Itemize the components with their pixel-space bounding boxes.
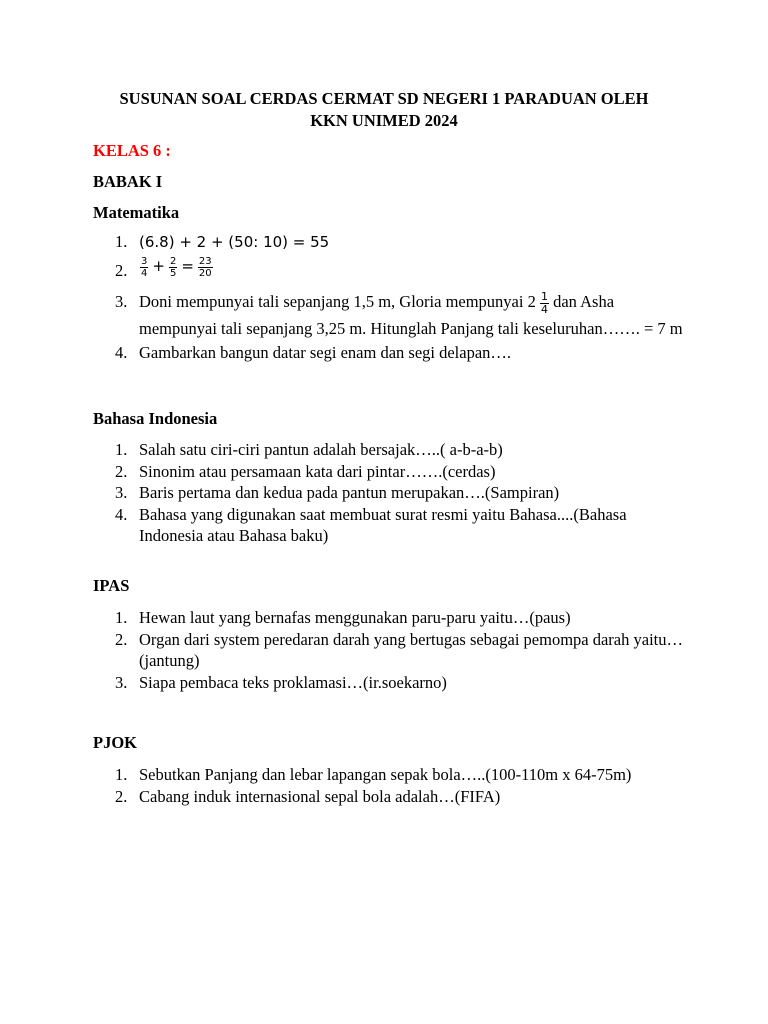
list-item [93,461,683,483]
list-item [93,786,683,808]
plus-operator: + [152,257,165,276]
mixed-fraction [540,291,549,316]
list-item [93,629,683,672]
math-expression: (6.8) + 2 + (50: 10) = 55 [139,233,330,251]
question-text: Bahasa yang digunakan saat membuat surat resmi yaitu Bahasa....(Bahasa Indonesia atau Bahasa baku) [139,504,627,545]
list-item [93,504,683,547]
numerator: 3 [141,255,148,267]
denominator: 5 [169,267,177,279]
denominator: 4 [141,267,148,279]
list-item [93,289,683,341]
matematika-list [93,231,683,363]
fraction [198,256,213,279]
question-text: Organ dari system peredaran darah yang bertugas sebagai pemompa darah yaitu…(jantung) [139,629,683,670]
section-heading-matematika: Matematika [93,203,180,222]
list-item [93,255,683,285]
numerator: 1 [540,289,548,303]
item-number: 1. [115,440,128,459]
fraction [140,256,148,279]
list-item [93,231,683,253]
document-title [60,88,708,132]
item-number: 4. [115,342,128,362]
item-number: 1. [115,765,128,784]
question-text: Cabang induk internasional sepal bola adalah…(FIFA) [139,786,501,806]
item-number: 1. [115,608,128,627]
item-number: 4. [115,504,128,524]
question-text: Siapa pembaca teks proklamasi…(ir.soekarno) [139,672,447,692]
list-item [93,342,683,364]
question-text-a: Doni mempunyai tali sepanjang 1,5 m, Gloria mempunyai 2 [139,292,536,311]
item-number: 3. [115,672,128,692]
section-heading-ipas: IPAS [93,576,130,595]
item-number: 2. [115,629,128,649]
fraction [169,256,177,279]
list-item [93,764,683,786]
equals-operator: = [181,257,194,276]
list-item [93,607,683,629]
bahasa-list [93,439,683,547]
title-line-2: KKN UNIMED 2024 [310,111,458,130]
item-number: 2. [115,461,128,481]
question-text: Sinonim atau persamaan kata dari pintar…….(cerdas) [139,461,496,481]
item-number: 3. [115,292,128,311]
item-number: 2. [115,786,128,806]
section-heading-bahasa: Bahasa Indonesia [93,409,218,428]
ipas-list [93,607,683,693]
babak-label: BABAK I [93,172,163,191]
question-text: Gambarkan bangun datar segi enam dan segi delapan…. [139,342,512,362]
list-item [93,672,683,694]
list-item [93,439,683,461]
kelas-label: KELAS 6 : [93,141,171,160]
pjok-list [93,764,683,807]
numerator: 2 [169,255,177,267]
question-text: Sebutkan Panjang dan lebar lapangan sepak bola…..(100-110m x 64-75m) [139,765,632,784]
list-item [93,482,683,504]
denominator: 4 [540,302,548,316]
question-text: Baris pertama dan kedua pada pantun merupakan….(Sampiran) [139,483,560,502]
question-text-b: dan Asha mempunyai tali sepanjang 3,25 m. Hitunglah Panjang tali keseluruhan……. = 7 m [139,292,683,338]
question-text: Hewan laut yang bernafas menggunakan paru-paru yaitu…(paus) [139,608,571,627]
item-number: 1. [115,232,128,251]
numerator: 23 [198,255,212,267]
item-number: 2. [115,261,128,280]
title-line-1: SUSUNAN SOAL CERDAS CERMAT SD NEGERI 1 PARADUAN OLEH [119,89,649,108]
section-heading-pjok: PJOK [93,733,137,752]
question-text: Salah satu ciri-ciri pantun adalah bersajak…..( a-b-a-b) [139,440,503,459]
denominator: 20 [198,267,212,279]
item-number: 3. [115,483,128,502]
